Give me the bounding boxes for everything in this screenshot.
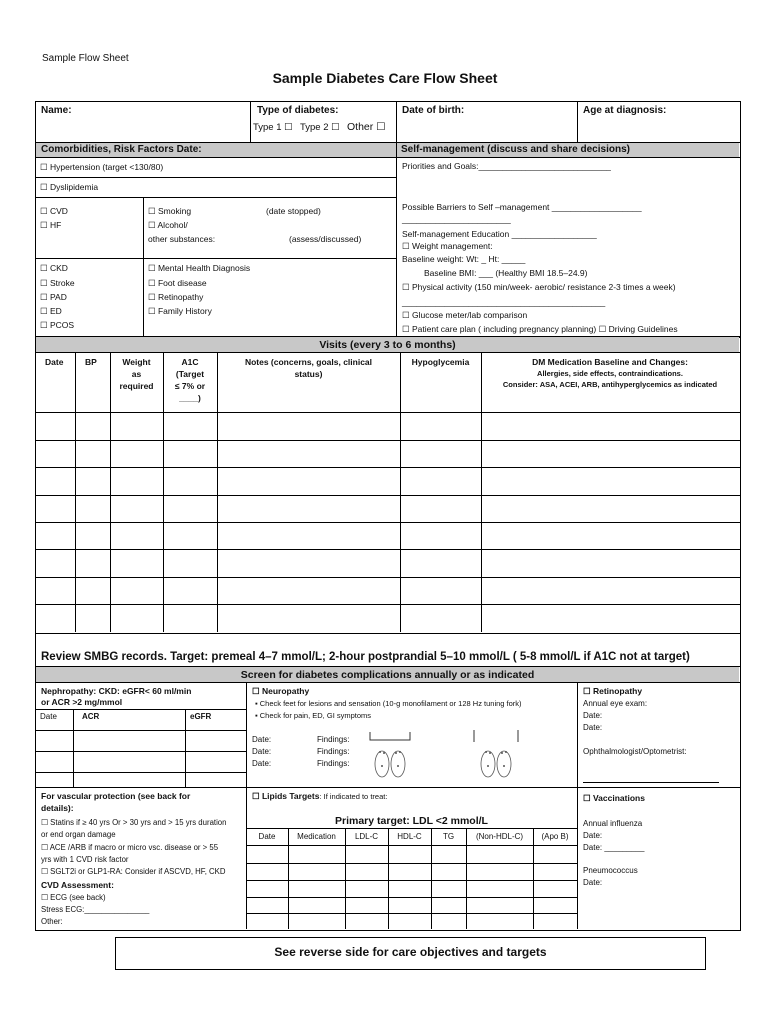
age-diagnosis-label: Age at diagnosis: <box>583 105 667 116</box>
primary-target-label: Primary target: LDL <2 mmol/L <box>335 815 488 827</box>
vascular-heading-2: details): <box>41 803 74 813</box>
neph-date-header: Date <box>40 712 57 721</box>
left-foot-diagram-icon <box>360 728 420 780</box>
cvd-checkbox[interactable]: ☐ CVD <box>40 206 68 216</box>
self-management-heading: Self-management (discuss and share decisions) <box>401 144 630 155</box>
hypertension-checkbox[interactable]: ☐ Hypertension (target <130/80) <box>40 162 164 172</box>
education-field[interactable]: Self-management Education __________________ <box>402 229 597 239</box>
neuropathy-check-pain: ▪ Check for pain, ED, GI symptoms <box>255 711 372 720</box>
comorbidities-heading: Comorbidities, Risk Factors Date: <box>41 144 202 155</box>
smoking-checkbox[interactable]: ☐ Smoking <box>148 206 192 216</box>
neph-acr-header: ACR <box>82 712 100 721</box>
right-foot-diagram-icon <box>466 728 526 780</box>
lipids-col-non-hdl: (Non-HDL-C) <box>475 832 524 841</box>
ecg-checkbox[interactable]: ☐ ECG (see back) <box>41 893 106 902</box>
lipids-col-date: Date <box>258 832 276 841</box>
weight-management-checkbox[interactable]: ☐ Weight management: <box>402 241 493 251</box>
lipids-col-medication: Medication <box>297 832 336 841</box>
visit-row-line <box>35 495 740 496</box>
sglt2-checkbox[interactable]: ☐ SGLT2i or GLP1-RA: Consider if ASCVD, HF, CKD <box>41 867 226 876</box>
ophthalmologist-line[interactable] <box>583 782 719 783</box>
ckd-checkbox[interactable]: ☐ CKD <box>40 263 68 273</box>
lipids-col-apob: (Apo B) <box>541 832 569 841</box>
date-stopped-label: (date stopped) <box>266 206 321 216</box>
col-weight-header-1: Weight <box>122 357 151 367</box>
baseline-weight-field[interactable]: Baseline weight: Wt: _ Ht: _____ <box>402 254 526 264</box>
cvd-assessment-heading: CVD Assessment: <box>41 880 114 890</box>
ophthalmologist-label: Ophthalmologist/Optometrist: <box>583 747 687 756</box>
hf-checkbox[interactable]: ☐ HF <box>40 220 62 230</box>
mental-health-checkbox[interactable]: ☐ Mental Health Diagnosis <box>148 263 251 273</box>
foot-disease-checkbox[interactable]: ☐ Foot disease <box>148 278 207 288</box>
col-dm-medication-header-3: Consider: ASA, ACEI, ARB, antihyperglycemics as indicated <box>502 380 718 389</box>
neph-egfr-header: eGFR <box>190 712 212 721</box>
retinopathy-history-checkbox[interactable]: ☐ Retinopathy <box>148 292 204 302</box>
visits-heading: Visits (every 3 to 6 months) <box>319 339 456 351</box>
nephropathy-heading-1: Nephropathy: CKD: eGFR< 60 ml/min <box>41 686 192 696</box>
neuro-findings-3[interactable]: Findings: <box>317 759 350 768</box>
dob-label: Date of birth: <box>402 105 465 116</box>
assess-discussed-label: (assess/discussed) <box>289 234 362 244</box>
other-type-checkbox[interactable]: Other ☐ <box>347 121 386 133</box>
barriers-field[interactable]: Possible Barriers to Self –management ___________________ <box>402 202 642 212</box>
col-dm-medication-header-2: Allergies, side effects, contraindications. <box>537 369 683 378</box>
dyslipidemia-checkbox[interactable]: ☐ Dyslipidemia <box>40 182 99 192</box>
col-dm-medication-header-1: DM Medication Baseline and Changes: <box>532 357 688 367</box>
influenza-date-1[interactable]: Date: <box>583 831 603 840</box>
pad-checkbox[interactable]: ☐ PAD <box>40 292 67 302</box>
retinopathy-checkbox[interactable]: ☐ Retinopathy <box>583 686 643 696</box>
other-field[interactable]: Other: <box>41 917 63 926</box>
activity-blank-line[interactable]: ___________________________________________ <box>402 297 606 307</box>
smbg-target-text: Review SMBG records. Target: premeal 4–7 mmol/L; 2-hour postprandial 5–10 mmol/L ( 5-8 mmol/L if A1C not at target) <box>41 651 690 663</box>
ace-arb-note: yrs with 1 CVD risk factor <box>41 855 129 864</box>
visit-row-line <box>35 467 740 468</box>
visit-row-line <box>35 522 740 523</box>
visit-row-line <box>35 604 740 605</box>
influenza-label: Annual influenza <box>583 819 643 828</box>
pcos-checkbox[interactable]: ☐ PCOS <box>40 320 75 330</box>
neuro-date-2[interactable]: Date: <box>252 747 272 756</box>
alcohol-checkbox[interactable]: ☐ Alcohol/ <box>148 220 188 230</box>
glucose-meter-checkbox[interactable]: ☐ Glucose meter/lab comparison <box>402 310 528 320</box>
lipids-note: : If indicated to treat: <box>319 792 388 801</box>
priorities-goals-field[interactable]: Priorities and Goals:____________________________ <box>402 161 611 171</box>
stress-ecg-field[interactable]: Stress ECG:_______________ <box>41 905 150 914</box>
col-notes-header-2: status) <box>294 369 323 379</box>
vaccinations-checkbox[interactable]: ☐ Vaccinations <box>583 793 645 803</box>
statins-note: or end organ damage <box>41 830 116 839</box>
col-notes-header-1: Notes (concerns, goals, clinical <box>244 357 373 367</box>
col-weight-header-2: as <box>131 369 142 379</box>
baseline-bmi-field[interactable]: Baseline BMI: ___ (Healthy BMI 18.5–24.9) <box>424 268 588 278</box>
annual-eye-exam-label: Annual eye exam: <box>583 699 648 708</box>
lipids-col-ldl: LDL-C <box>354 832 379 841</box>
type1-checkbox[interactable]: Type 1 ☐ <box>253 122 293 133</box>
page-title: Sample Diabetes Care Flow Sheet <box>272 70 498 86</box>
visit-row-line <box>35 577 740 578</box>
ace-arb-checkbox[interactable]: ☐ ACE /ARB if macro or micro vsc. disease or > 55 <box>41 843 219 852</box>
col-bp-header: BP <box>85 357 97 367</box>
visit-row-line <box>35 440 740 441</box>
eye-exam-date-2[interactable]: Date: <box>583 723 603 732</box>
lipids-heading <box>252 791 387 802</box>
lipids-col-hdl: HDL-C <box>397 832 422 841</box>
lipids-col-tg: TG <box>442 832 455 841</box>
stroke-checkbox[interactable]: ☐ Stroke <box>40 278 75 288</box>
type2-checkbox[interactable]: Type 2 ☐ <box>300 122 340 133</box>
eye-exam-date-1[interactable]: Date: <box>583 711 603 720</box>
visit-row-line <box>35 549 740 550</box>
neuropathy-check-feet: ▪ Check feet for lesions and sensation (10-g monofilament or 128 Hz tuning fork) <box>255 699 522 708</box>
other-substances-label: other substances: <box>148 234 216 244</box>
ed-checkbox[interactable]: ☐ ED <box>40 306 62 316</box>
col-hypoglycemia-header: Hypoglycemia <box>411 357 470 367</box>
neuropathy-checkbox[interactable]: ☐ Neuropathy <box>252 686 310 696</box>
name-label: Name: <box>41 105 72 116</box>
col-date-header: Date <box>45 357 64 367</box>
col-a1c-header-2: (Target <box>175 369 205 379</box>
col-a1c-header-4: ____) <box>179 393 201 403</box>
screening-heading: Screen for diabetes complications annually or as indicated <box>240 669 535 681</box>
visit-row-line <box>35 412 740 413</box>
col-a1c-header-1: A1C <box>181 357 199 367</box>
care-plan-checkbox[interactable]: ☐ Patient care plan ( including pregnancy planning) ☐ Driving Guidelines <box>402 324 678 334</box>
header-label: Sample Flow Sheet <box>42 53 129 64</box>
barriers-blank-line[interactable]: _______________________ <box>402 214 511 224</box>
footer-note: See reverse side for care objectives and targets <box>274 945 547 959</box>
physical-activity-checkbox[interactable]: ☐ Physical activity (150 min/week- aerobic/ resistance 2-3 times a week) <box>402 282 676 292</box>
family-history-checkbox[interactable]: ☐ Family History <box>148 306 212 316</box>
nephropathy-heading-2: or ACR >2 mg/mmol <box>41 697 123 707</box>
neuro-date-3[interactable]: Date: <box>252 759 272 768</box>
neuro-date-1[interactable]: Date: <box>252 735 272 744</box>
neuro-findings-2[interactable]: Findings: <box>317 747 350 756</box>
statins-checkbox[interactable]: ☐ Statins if ≥ 40 yrs Or > 30 yrs and > 15 yrs duration <box>41 818 227 827</box>
influenza-date-2[interactable]: Date: _________ <box>583 843 645 852</box>
pneumococcus-date[interactable]: Date: <box>583 878 603 887</box>
col-a1c-header-3: ≤ 7% or <box>174 381 206 391</box>
lipids-checkbox[interactable]: ☐ Lipids Targets <box>252 791 320 801</box>
col-weight-header-3: required <box>119 381 154 391</box>
vascular-heading-1: For vascular protection (see back for <box>41 791 191 801</box>
diabetes-type-label: Type of diabetes: <box>257 105 339 116</box>
neuro-findings-1[interactable]: Findings: <box>317 735 350 744</box>
pneumococcus-label: Pneumococcus <box>583 866 638 875</box>
